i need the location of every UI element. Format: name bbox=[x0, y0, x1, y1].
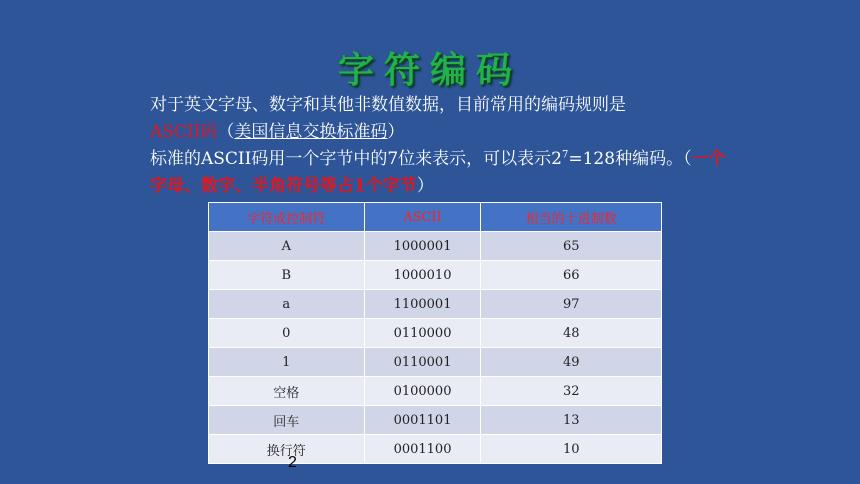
cell-ascii: 0001101 bbox=[364, 406, 481, 435]
header-decimal: 相当的十进制数 bbox=[481, 203, 662, 232]
cell-char: a bbox=[209, 290, 365, 319]
table-row bbox=[209, 290, 662, 319]
cell-decimal: 48 bbox=[481, 319, 662, 348]
table-row bbox=[209, 261, 662, 290]
cell-ascii: 0110001 bbox=[364, 348, 481, 377]
ascii-fullname: 美国信息交换标准码 bbox=[234, 122, 388, 142]
cell-decimal: 10 bbox=[481, 435, 662, 464]
header-ascii: ASCII bbox=[364, 203, 481, 232]
cell-decimal: 66 bbox=[481, 261, 662, 290]
standard-text: 标准的ASCII码用一个字节中的7位来表示，可以表示2 bbox=[150, 149, 562, 169]
cell-decimal: 97 bbox=[481, 290, 662, 319]
intro-text: 对于英文字母、数字和其他非数值数据，目前常用的编码规则是 bbox=[150, 95, 626, 115]
table-row bbox=[209, 319, 662, 348]
cell-char: 1 bbox=[209, 348, 365, 377]
table-row bbox=[209, 232, 662, 261]
table-header-row bbox=[209, 203, 662, 232]
cell-char: A bbox=[209, 232, 365, 261]
header-char: 字符或控制符 bbox=[209, 203, 365, 232]
cell-decimal: 65 bbox=[481, 232, 662, 261]
cell-ascii: 1100001 bbox=[364, 290, 481, 319]
paren-close: ） bbox=[387, 122, 405, 142]
cell-decimal: 32 bbox=[481, 377, 662, 406]
table-row bbox=[209, 435, 662, 464]
cell-ascii: 0110000 bbox=[364, 319, 481, 348]
cell-char: 换行符 bbox=[209, 435, 365, 464]
cell-char: 0 bbox=[209, 319, 365, 348]
cell-ascii: 0100000 bbox=[364, 377, 481, 406]
table-row bbox=[209, 377, 662, 406]
ascii-table bbox=[208, 202, 662, 464]
cell-decimal: 13 bbox=[481, 406, 662, 435]
cell-char: 空格 bbox=[209, 377, 365, 406]
ascii-term: ASCII码 bbox=[150, 122, 218, 142]
standard-text-end: ） bbox=[416, 176, 434, 196]
table-row bbox=[209, 406, 662, 435]
body-text bbox=[150, 92, 730, 200]
page-number: 2 bbox=[288, 454, 297, 471]
standard-text-2: =128种编码。（ bbox=[568, 149, 692, 169]
cell-ascii: 1000010 bbox=[364, 261, 481, 290]
exponent: 7 bbox=[562, 149, 569, 161]
slide-title: 字符编码 bbox=[337, 50, 522, 91]
cell-char: 回车 bbox=[209, 406, 365, 435]
paren-open: （ bbox=[217, 122, 235, 142]
cell-decimal: 49 bbox=[481, 348, 662, 377]
cell-ascii: 0001100 bbox=[364, 435, 481, 464]
byte-note: 一个字母、数字、半角符号等占1个字节 bbox=[150, 149, 726, 196]
table-row bbox=[209, 348, 662, 377]
cell-char: B bbox=[209, 261, 365, 290]
cell-ascii: 1000001 bbox=[364, 232, 481, 261]
